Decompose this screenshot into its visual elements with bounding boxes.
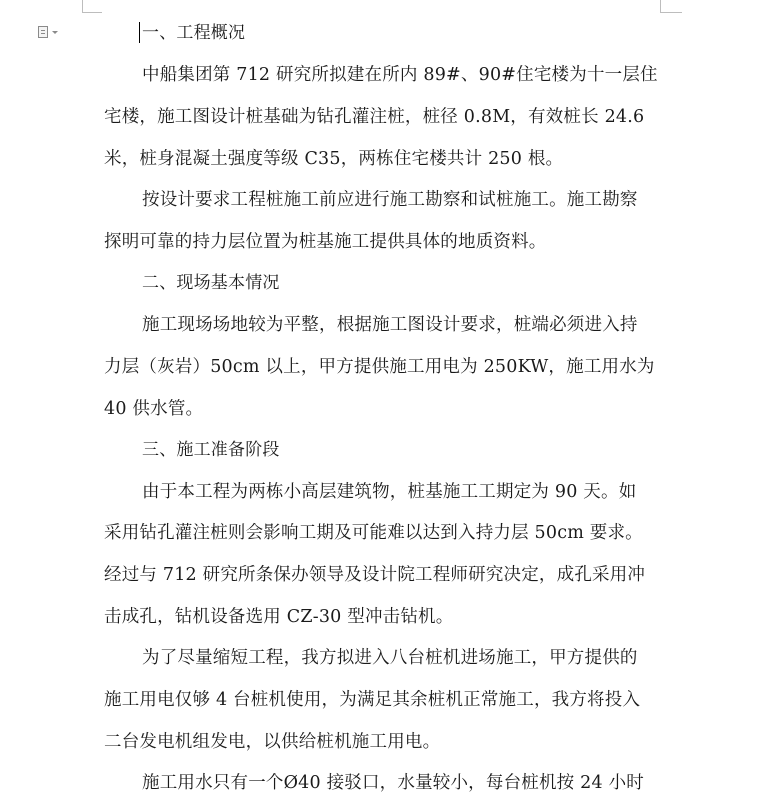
paragraph-line: 按设计要求工程桩施工前应进行施工勘察和试桩施工。施工勘察: [142, 190, 638, 210]
paragraph-line: 击成孔，钻机设备选用 CZ-30 型冲击钻机。: [104, 607, 454, 627]
paragraph-line: 宅楼，施工图设计桩基础为钻孔灌注桩，桩径 0.8M，有效桩长 24.6: [104, 107, 645, 127]
paragraph-line: 施工用电仅够 4 台桩机使用，为满足其余桩机正常施工，我方将投入: [104, 690, 641, 710]
paragraph-line: 采用钻孔灌注桩则会影响工期及可能难以达到入持力层 50cm 要求。: [104, 523, 643, 543]
paragraph-line: 由于本工程为两栋小高层建筑物，桩基施工工期定为 90 天。如: [142, 482, 637, 502]
paragraph-line: 探明可靠的持力层位置为桩基施工提供具体的地质资料。: [104, 232, 547, 252]
paragraph-line: 经过与 712 研究所条保办领导及设计院工程师研究决定，成孔采用冲: [104, 565, 646, 585]
paragraph-line: 力层（灰岩）50cm 以上，甲方提供施工用电为 250KW，施工用水为: [104, 357, 655, 377]
crop-mark-top-left: [82, 0, 83, 12]
document-options-icon[interactable]: [38, 25, 66, 39]
paragraph-line: 为了尽量缩短工程，我方拟进入八台桩机进场施工，甲方提供的: [142, 648, 638, 668]
chevron-down-icon: [52, 31, 58, 34]
paragraph-line: 米，桩身混凝土强度等级 C35，两栋住宅楼共计 250 根。: [104, 149, 564, 169]
paragraph-line: 施工现场场地较为平整，根据施工图设计要求，桩端必须进入持: [142, 315, 638, 335]
document-icon: [38, 26, 48, 38]
paragraph-line: 二台发电机组发电，以供给桩机施工用电。: [104, 732, 441, 752]
crop-mark-top-left: [82, 12, 102, 13]
section-heading: 二、现场基本情况: [142, 273, 280, 293]
paragraph-line: 施工用水只有一个Ø40 接驳口，水量较小，每台桩机按 24 小时: [142, 773, 644, 793]
text-cursor: [139, 22, 140, 43]
paragraph-line: 40 供水管。: [104, 399, 204, 419]
paragraph-line: 中船集团第 712 研究所拟建在所内 89#、90#住宅楼为十一层住: [142, 65, 658, 85]
crop-mark-top-right: [660, 12, 682, 13]
section-heading: 三、施工准备阶段: [142, 440, 280, 460]
section-heading: 一、工程概况: [142, 23, 246, 43]
crop-mark-top-right: [660, 0, 661, 12]
